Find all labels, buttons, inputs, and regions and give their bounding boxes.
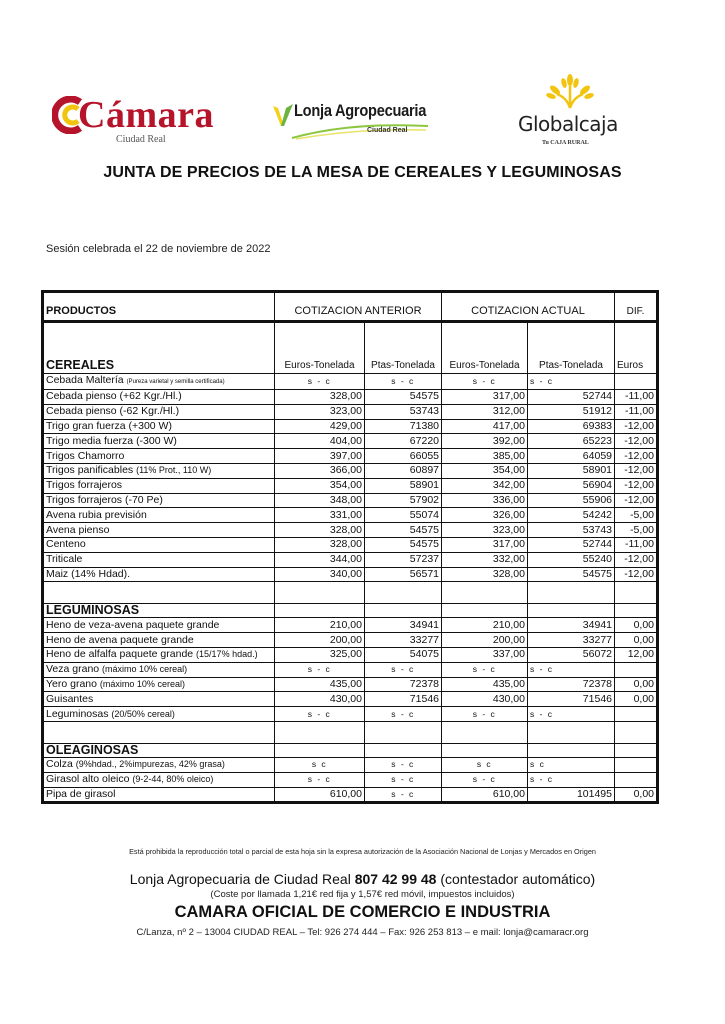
empty-cell xyxy=(442,604,528,618)
previous-euros-cell: 435,00 xyxy=(275,677,365,692)
current-euros-cell: s - c xyxy=(442,772,528,787)
unit-ptas-ton: Ptas-Tonelada xyxy=(528,322,615,374)
previous-ptas-cell: s - c xyxy=(365,757,442,772)
table-row xyxy=(43,707,658,722)
current-ptas-cell: 34941 xyxy=(528,618,615,633)
product-cell xyxy=(43,692,275,707)
current-euros-cell: 385,00 xyxy=(442,449,528,464)
difference-cell: 12,00 xyxy=(615,647,658,662)
lonja-contact-prefix: Lonja Agropecuaria de Ciudad Real xyxy=(129,871,355,887)
previous-euros-cell: 328,00 xyxy=(275,537,365,552)
current-euros-cell: s - c xyxy=(442,662,528,677)
previous-ptas-cell: 56571 xyxy=(365,567,442,582)
difference-cell: 0,00 xyxy=(615,787,658,802)
product-name: Centeno xyxy=(46,538,86,551)
product-note: (15/17% hdad.) xyxy=(196,649,258,660)
product-note: (9%hdad., 2%impurezas, 42% grasa) xyxy=(75,759,225,770)
call-cost-note: (Coste por llamada 1,21€ red fija y 1,57€ red móvil, impuestos incluidos) xyxy=(210,889,515,900)
table-row xyxy=(43,618,658,633)
current-ptas-cell: 56072 xyxy=(528,647,615,662)
previous-euros-cell: s - c xyxy=(275,707,365,722)
previous-euros-cell: 610,00 xyxy=(275,787,365,802)
previous-euros-cell: 340,00 xyxy=(275,567,365,582)
empty-cell xyxy=(365,743,442,757)
table-row xyxy=(43,478,658,493)
empty-cell xyxy=(43,721,275,743)
current-euros-cell: 328,00 xyxy=(442,567,528,582)
camara-logo-text: Cámara xyxy=(78,94,214,136)
product-cell xyxy=(43,552,275,567)
empty-cell xyxy=(365,604,442,618)
difference-cell: -12,00 xyxy=(615,567,658,582)
current-euros-cell: 326,00 xyxy=(442,508,528,523)
product-name: Cebada pienso (-62 Kgr./Hl.) xyxy=(46,405,180,418)
previous-ptas-cell: 71380 xyxy=(365,419,442,434)
current-ptas-cell: s c xyxy=(528,757,615,772)
product-cell xyxy=(43,463,275,478)
product-cell xyxy=(43,633,275,648)
previous-euros-cell: 323,00 xyxy=(275,404,365,419)
difference-cell: -12,00 xyxy=(615,478,658,493)
units-row xyxy=(43,322,658,374)
empty-cell xyxy=(442,721,528,743)
current-ptas-cell: s - c xyxy=(528,374,615,390)
difference-cell: 0,00 xyxy=(615,633,658,648)
product-cell xyxy=(43,374,275,390)
empty-cell xyxy=(275,743,365,757)
product-name: Cebada Maltería xyxy=(46,374,124,386)
previous-ptas-cell: 53743 xyxy=(365,404,442,419)
product-cell xyxy=(43,757,275,772)
current-euros-cell: 317,00 xyxy=(442,537,528,552)
empty-cell xyxy=(275,721,365,743)
table-row xyxy=(43,567,658,582)
product-name: Girasol alto oleico xyxy=(46,773,130,786)
current-ptas-cell: 54242 xyxy=(528,508,615,523)
current-ptas-cell: 69383 xyxy=(528,419,615,434)
difference-cell: 0,00 xyxy=(615,677,658,692)
empty-cell xyxy=(528,604,615,618)
product-cell xyxy=(43,787,275,802)
previous-ptas-cell: 72378 xyxy=(365,677,442,692)
product-cell xyxy=(43,677,275,692)
spacer-row xyxy=(43,582,658,604)
table-row xyxy=(43,647,658,662)
table-row xyxy=(43,787,658,802)
product-name: Trigo gran fuerza (+300 W) xyxy=(46,419,172,432)
difference-cell: -12,00 xyxy=(615,419,658,434)
previous-ptas-cell: 54075 xyxy=(365,647,442,662)
table-row xyxy=(43,523,658,538)
previous-euros-cell: 328,00 xyxy=(275,390,365,405)
camara-address: C/Lanza, nº 2 – 13004 CIUDAD REAL – Tel: 926 274 444 – Fax: 926 253 813 – e mail: lonja@camaracr.org xyxy=(136,927,589,938)
previous-ptas-cell: s - c xyxy=(365,787,442,802)
product-cell xyxy=(43,419,275,434)
previous-euros-cell: s - c xyxy=(275,662,365,677)
current-ptas-cell: 72378 xyxy=(528,677,615,692)
session-date: Sesión celebrada el 22 de noviembre de 2022 xyxy=(46,243,271,255)
previous-ptas-cell: 54575 xyxy=(365,390,442,405)
empty-cell xyxy=(615,743,658,757)
table-row xyxy=(43,537,658,552)
product-note: (20/50% cereal) xyxy=(111,708,175,719)
table-row xyxy=(43,662,658,677)
product-cell xyxy=(43,647,275,662)
current-euros-cell: 336,00 xyxy=(442,493,528,508)
previous-euros-cell: 328,00 xyxy=(275,523,365,538)
product-note: (Pureza varietal y semilla certificada) xyxy=(126,379,225,385)
empty-cell xyxy=(615,582,658,604)
current-euros-cell: 210,00 xyxy=(442,618,528,633)
product-cell xyxy=(43,493,275,508)
previous-euros-cell: 354,00 xyxy=(275,478,365,493)
unit-euros: Euros xyxy=(615,322,658,374)
current-euros-cell: s - c xyxy=(442,707,528,722)
product-note: (9-2-44, 80% oleico) xyxy=(132,774,214,785)
globalcaja-logo-text: Globalcaja xyxy=(518,112,618,136)
current-euros-cell: 392,00 xyxy=(442,434,528,449)
header-current-quote: COTIZACION ACTUAL xyxy=(442,292,615,322)
current-euros-cell: 342,00 xyxy=(442,478,528,493)
current-euros-cell: 312,00 xyxy=(442,404,528,419)
product-cell xyxy=(43,508,275,523)
current-ptas-cell: s - c xyxy=(528,662,615,677)
camara-logo-subtitle: Ciudad Real xyxy=(116,134,166,145)
category-title: OLEAGINOSAS xyxy=(43,743,275,757)
table-row xyxy=(43,374,658,390)
previous-euros-cell: 429,00 xyxy=(275,419,365,434)
difference-cell: -11,00 xyxy=(615,537,658,552)
lonja-logo xyxy=(270,96,435,146)
product-cell xyxy=(43,390,275,405)
current-ptas-cell: 52744 xyxy=(528,390,615,405)
product-cell xyxy=(43,449,275,464)
previous-euros-cell: 210,00 xyxy=(275,618,365,633)
previous-euros-cell: 366,00 xyxy=(275,463,365,478)
product-name: Heno de veza-avena paquete grande xyxy=(46,618,220,631)
empty-cell xyxy=(528,582,615,604)
table-row xyxy=(43,508,658,523)
previous-ptas-cell: 60897 xyxy=(365,463,442,478)
current-ptas-cell: s - c xyxy=(528,772,615,787)
product-cell xyxy=(43,537,275,552)
table-row xyxy=(43,552,658,567)
category-title: LEGUMINOSAS xyxy=(43,604,275,618)
previous-ptas-cell: s - c xyxy=(365,662,442,677)
product-name: Trigos panificables xyxy=(46,464,134,477)
difference-cell: -5,00 xyxy=(615,523,658,538)
previous-euros-cell: 344,00 xyxy=(275,552,365,567)
empty-cell xyxy=(528,743,615,757)
previous-euros-cell: 325,00 xyxy=(275,647,365,662)
current-euros-cell: 430,00 xyxy=(442,692,528,707)
previous-ptas-cell: s - c xyxy=(365,374,442,390)
empty-cell xyxy=(528,721,615,743)
product-name: Maiz (14% Hdad). xyxy=(46,567,131,580)
logo-bar xyxy=(0,70,725,160)
current-euros-cell: 610,00 xyxy=(442,787,528,802)
previous-ptas-cell: 34941 xyxy=(365,618,442,633)
category-row xyxy=(43,743,658,757)
table-row xyxy=(43,692,658,707)
previous-ptas-cell: 71546 xyxy=(365,692,442,707)
current-ptas-cell: 56904 xyxy=(528,478,615,493)
product-cell xyxy=(43,523,275,538)
current-ptas-cell: 54575 xyxy=(528,567,615,582)
current-ptas-cell: 55906 xyxy=(528,493,615,508)
lonja-swoosh-icon xyxy=(290,120,430,140)
current-euros-cell: 323,00 xyxy=(442,523,528,538)
empty-cell xyxy=(615,721,658,743)
current-euros-cell: 435,00 xyxy=(442,677,528,692)
difference-cell xyxy=(615,374,658,390)
previous-ptas-cell: 33277 xyxy=(365,633,442,648)
previous-ptas-cell: 54575 xyxy=(365,537,442,552)
previous-ptas-cell: 67220 xyxy=(365,434,442,449)
previous-euros-cell: s - c xyxy=(275,374,365,390)
table-row xyxy=(43,772,658,787)
table-row xyxy=(43,757,658,772)
wheat-icon xyxy=(545,74,595,110)
product-cell xyxy=(43,478,275,493)
previous-ptas-cell: 57237 xyxy=(365,552,442,567)
lonja-contact-suffix: (contestador automático) xyxy=(436,871,596,887)
product-cell xyxy=(43,567,275,582)
previous-ptas-cell: s - c xyxy=(365,707,442,722)
difference-cell xyxy=(615,707,658,722)
difference-cell: -11,00 xyxy=(615,390,658,405)
current-ptas-cell: 53743 xyxy=(528,523,615,538)
empty-cell xyxy=(442,743,528,757)
current-ptas-cell: 58901 xyxy=(528,463,615,478)
lonja-logo-text: Lonja Agropecuaria xyxy=(294,101,427,120)
previous-euros-cell: 404,00 xyxy=(275,434,365,449)
product-name: Cebada pienso (+62 Kgr./Hl.) xyxy=(46,390,182,403)
unit-ptas-ton: Ptas-Tonelada xyxy=(365,322,442,374)
product-name: Avena pienso xyxy=(46,523,110,536)
price-table xyxy=(41,290,659,804)
product-name: Yero grano xyxy=(46,677,97,690)
spacer-row xyxy=(43,721,658,743)
globalcaja-logo xyxy=(505,74,635,154)
difference-cell: -12,00 xyxy=(615,552,658,567)
product-cell xyxy=(43,772,275,787)
difference-cell: 0,00 xyxy=(615,618,658,633)
current-ptas-cell: 71546 xyxy=(528,692,615,707)
product-name: Trigo media fuerza (-300 W) xyxy=(46,434,177,447)
product-name: Triticale xyxy=(46,553,83,566)
current-euros-cell: 200,00 xyxy=(442,633,528,648)
empty-cell xyxy=(275,582,365,604)
table-row xyxy=(43,677,658,692)
globalcaja-logo-subtitle: Tu CAJA RURAL xyxy=(542,140,589,146)
unit-euros-ton: Euros-Tonelada xyxy=(275,322,365,374)
difference-cell: -5,00 xyxy=(615,508,658,523)
lonja-logo-subtitle: Ciudad Real xyxy=(367,127,408,134)
product-note: (11% Prot., 110 W) xyxy=(136,465,212,476)
empty-cell xyxy=(365,582,442,604)
table-row xyxy=(43,390,658,405)
difference-cell: -12,00 xyxy=(615,434,658,449)
empty-cell xyxy=(615,604,658,618)
previous-euros-cell: 331,00 xyxy=(275,508,365,523)
product-name: Guisantes xyxy=(46,692,94,705)
previous-ptas-cell: 54575 xyxy=(365,523,442,538)
previous-ptas-cell: 57902 xyxy=(365,493,442,508)
difference-cell xyxy=(615,772,658,787)
legal-notice: Está prohibida la reproducción total o parcial de esta hoja sin la expresa autorización de la Asociación Nacional de Lonjas y Mercados en Origen xyxy=(129,847,596,856)
previous-ptas-cell: s - c xyxy=(365,772,442,787)
product-name: Trigos forrajeros (-70 Pe) xyxy=(46,493,163,506)
table-header-row xyxy=(43,292,658,322)
table-row xyxy=(43,493,658,508)
current-ptas-cell: 101495 xyxy=(528,787,615,802)
previous-ptas-cell: 58901 xyxy=(365,478,442,493)
difference-cell: -12,00 xyxy=(615,493,658,508)
current-euros-cell: 317,00 xyxy=(442,390,528,405)
lonja-phone: 807 42 99 48 xyxy=(354,871,437,887)
current-ptas-cell: 51912 xyxy=(528,404,615,419)
previous-euros-cell: s - c xyxy=(275,772,365,787)
product-cell xyxy=(43,707,275,722)
table-row xyxy=(43,449,658,464)
current-ptas-cell: 65223 xyxy=(528,434,615,449)
difference-cell xyxy=(615,662,658,677)
previous-euros-cell: 397,00 xyxy=(275,449,365,464)
category-row xyxy=(43,604,658,618)
unit-euros-ton: Euros-Tonelada xyxy=(442,322,528,374)
current-euros-cell: 417,00 xyxy=(442,419,528,434)
product-cell xyxy=(43,618,275,633)
current-euros-cell: 332,00 xyxy=(442,552,528,567)
current-ptas-cell: 55240 xyxy=(528,552,615,567)
header-previous-quote: COTIZACION ANTERIOR xyxy=(275,292,442,322)
header-products: PRODUCTOS xyxy=(43,292,275,322)
product-name: Pipa de girasol xyxy=(46,787,116,800)
current-ptas-cell: 64059 xyxy=(528,449,615,464)
current-ptas-cell: 33277 xyxy=(528,633,615,648)
current-euros-cell: s - c xyxy=(442,374,528,390)
table-row xyxy=(43,419,658,434)
previous-euros-cell: 200,00 xyxy=(275,633,365,648)
lonja-contact-line xyxy=(0,871,725,887)
difference-cell: -11,00 xyxy=(615,404,658,419)
product-name: Leguminosas xyxy=(46,707,109,720)
current-euros-cell: 354,00 xyxy=(442,463,528,478)
difference-cell: -12,00 xyxy=(615,463,658,478)
difference-cell xyxy=(615,757,658,772)
table-row xyxy=(43,633,658,648)
product-cell xyxy=(43,662,275,677)
current-euros-cell: s c xyxy=(442,757,528,772)
product-name: Heno de alfalfa paquete grande xyxy=(46,648,194,661)
product-name: Trigos Chamorro xyxy=(46,449,125,462)
header-difference: DIF. xyxy=(615,292,658,322)
table-row xyxy=(43,404,658,419)
product-cell xyxy=(43,434,275,449)
empty-cell xyxy=(365,721,442,743)
camara-name: CAMARA OFICIAL DE COMERCIO E INDUSTRIA xyxy=(174,903,551,921)
previous-euros-cell: 430,00 xyxy=(275,692,365,707)
product-note: (máximo 10% cereal) xyxy=(102,664,188,675)
difference-cell: -12,00 xyxy=(615,449,658,464)
category-title: CEREALES xyxy=(43,322,275,374)
previous-ptas-cell: 66055 xyxy=(365,449,442,464)
previous-ptas-cell: 55074 xyxy=(365,508,442,523)
product-name: Avena rubia previsión xyxy=(46,508,147,521)
document-title: JUNTA DE PRECIOS DE LA MESA DE CEREALES Y LEGUMINOSAS xyxy=(103,164,622,181)
previous-euros-cell: s c xyxy=(275,757,365,772)
empty-cell xyxy=(43,582,275,604)
current-ptas-cell: s - c xyxy=(528,707,615,722)
previous-euros-cell: 348,00 xyxy=(275,493,365,508)
table-row xyxy=(43,434,658,449)
product-name: Trigos forrajeros xyxy=(46,479,123,492)
current-euros-cell: 337,00 xyxy=(442,647,528,662)
product-cell xyxy=(43,404,275,419)
product-note: (máximo 10% cereal) xyxy=(99,678,185,689)
camara-logo xyxy=(50,94,220,144)
current-ptas-cell: 52744 xyxy=(528,537,615,552)
table-row xyxy=(43,463,658,478)
difference-cell: 0,00 xyxy=(615,692,658,707)
product-name: Heno de avena paquete grande xyxy=(46,633,194,646)
empty-cell xyxy=(275,604,365,618)
empty-cell xyxy=(442,582,528,604)
product-name: Veza grano xyxy=(46,663,103,676)
product-name: Colza xyxy=(46,758,73,771)
